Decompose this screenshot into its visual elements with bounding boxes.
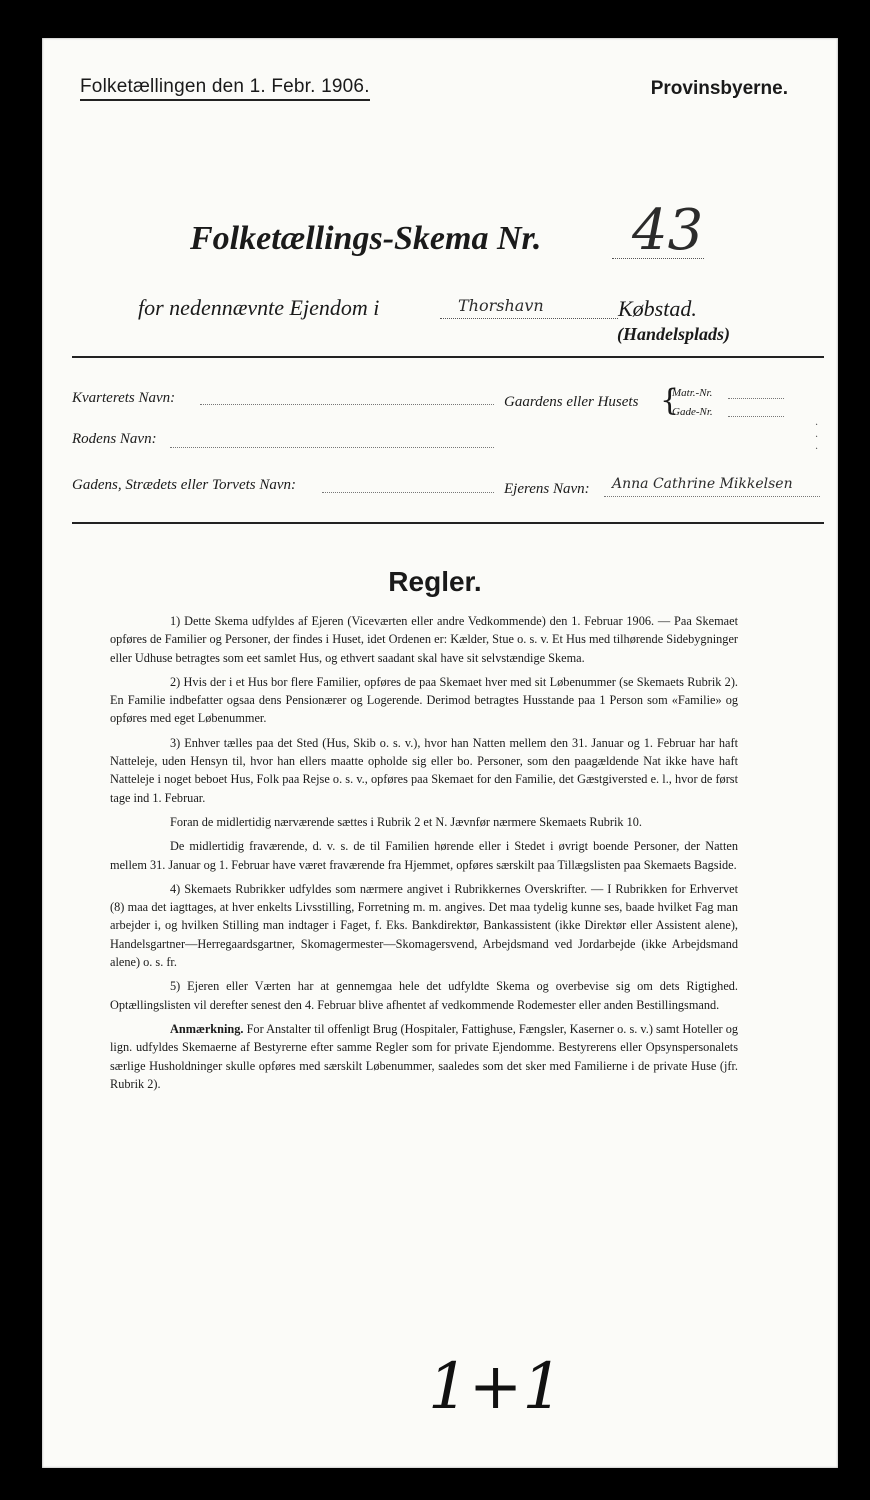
- gade-nr-label: Gade-Nr.: [672, 406, 713, 418]
- matr-label: Matr.-Nr.: [672, 387, 713, 399]
- rules-body: [110, 612, 738, 1099]
- rode-line: [170, 447, 494, 448]
- rule-5: 5) Ejeren eller Værten har at gennemgaa hele det udfyldte Skema og overbevise sig om dets Rigtighed. Optællingslisten vil derefter senest den 4. Februar blive afhentet af vedkommende Rodemester eller anden Bestillingsmand.: [110, 979, 738, 1012]
- rule-3b: Foran de midlertidig nærværende sættes i Rubrik 2 et N. Jævnfør nærmere Skemaets Rubrik 10.: [170, 814, 643, 829]
- divider-top: [72, 356, 824, 358]
- gade-label: Gadens, Strædets eller Torvets Navn:: [72, 477, 297, 493]
- divider-bottom: [72, 522, 824, 524]
- town-name: Thorshavn: [458, 296, 544, 315]
- gade-line: [322, 492, 494, 493]
- kvarter-label: Kvarterets Navn:: [72, 390, 176, 406]
- note-label: Anmærkning.: [170, 1021, 244, 1036]
- subtitle-suffix: Købstad.: [618, 296, 697, 321]
- subtitle-alt: (Handelsplads): [617, 324, 731, 344]
- region-header: Provinsbyerne.: [650, 78, 788, 99]
- rule-3c: De midlertidig fraværende, d. v. s. de til Familien hørende eller i Stedet i øvrigt boende Personer, der Natten mellem 31. Januar og 1. Februar have været fraværende fra Hjemmet, opføres særskilt paa Tillægslisten paa Skemaets Bagside.: [110, 839, 738, 872]
- rule-2: 2) Hvis der i et Hus bor flere Familier, opføres de paa Skemaet hver med sit Løbenummer (se Skemaets Rubrik 2). En Familie indbefatter ogsaa dens Pensionærer og Logerende. Derimod betragtes Husstande paa 1 Person som «Familie» og opføres med eget Løbenummer.: [110, 674, 738, 726]
- matr-line: [728, 398, 784, 399]
- town-line: [440, 318, 618, 319]
- brace-symbol: {: [660, 383, 680, 418]
- rule-1: 1) Dette Skema udfyldes af Ejeren (Viceværten eller andre Vedkommende) den 1. Februar 1906. — Paa Skemaet opføres de Familier og Personer, der findes i Huset, idet Ordenen er: Kælder, Stue o. s. v. Et Hus med tilhørende Sidebygninger eller Udhuse betragtes som eet samlet Hus, og ethvert saadant skal have sit selvstændige Skema.: [110, 614, 738, 665]
- gaard-label: Gaardens eller Husets: [504, 394, 639, 410]
- rule-4: 4) Skemaets Rubrikker udfyldes som nærmere angivet i Rubrikkernes Overskrifter. — I Rubrikken for Erhvervet (8) maa det iagttages, at hver enkelts Livsstilling, Forretning m. m. angives. Det maa tydelig kunne ses, baade hvilket Fag man arbejder i, og hvilken Stilling man indtager i Faget, f. Eks. Bankdirektør, Bankassistent (ikke Direktør eller Assistent alene), Handelsgartner—Herregaardsgartner, Skomagermester—Skomagersvend, Arbejdsmand ved Jordarbejde (ikke Arbejdsmand alene) o. s. fr.: [110, 881, 738, 970]
- rode-label: Rodens Navn:: [72, 431, 157, 447]
- note: [110, 1020, 738, 1093]
- rules-heading: Regler.: [388, 566, 482, 597]
- owner-name: Anna Cathrine Mikkelsen: [612, 476, 793, 492]
- note-text: For Anstalter til offenligt Brug (Hospitaler, Fattighuse, Fængsler, Kaserner o. s. v.) samt Hoteller og lign. udfyldes Skemaerne af Bestyrerne efter samme Regler som for private Ejendomme. Bestyrerens eller Opsynspersonalets særlige Husholdninger skulle opføres med særskilt Løbenummer, saaledes som det sker med Familierne i de private Huse (jfr. Rubrik 2).: [110, 1021, 739, 1091]
- subtitle-prefix: for nedennævnte Ejendom i: [138, 295, 380, 320]
- ejer-label: Ejerens Navn:: [504, 481, 590, 497]
- kvarter-line: [200, 404, 494, 405]
- census-header: Folketællingen den 1. Febr. 1906.: [80, 76, 370, 101]
- gade-nr-line: [728, 416, 784, 417]
- handwritten-mark: 1+1: [428, 1350, 564, 1424]
- ejer-line: [604, 496, 820, 497]
- form-title: Folketællings-Skema Nr.: [190, 220, 542, 257]
- rule-3: 3) Enhver tælles paa det Sted (Hus, Skib o. s. v.), hvor han Natten mellem den 31. Januar og 1. Februar har haft Natteleje, uden Hensyn til, hvor han ellers maatte opholde sig eller bo. Personer, som den paagældende Nat ikke have haft Natteleje i noget beboet Hus, Folk paa Rejse o. s. v., opføres paa Skemaet for den Familie, det Gæstgiversted e. l., hvor de først tage ind 1. Februar.: [110, 735, 738, 805]
- margin-marks: · · ·: [815, 420, 819, 455]
- form-number: 43: [632, 198, 704, 263]
